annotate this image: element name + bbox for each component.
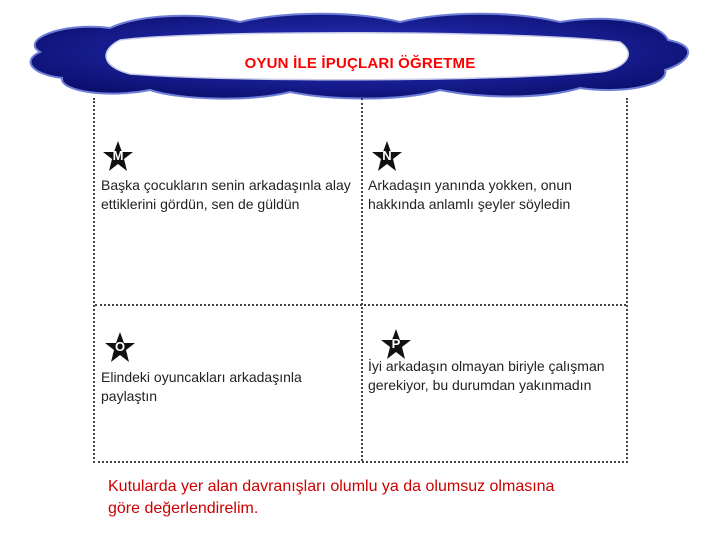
star-badge-p bbox=[380, 328, 412, 360]
grid-divider-horizontal bbox=[95, 304, 626, 306]
badge-letter: O bbox=[114, 339, 126, 354]
badge-letter: M bbox=[112, 148, 124, 163]
grid-divider-vertical bbox=[361, 98, 363, 461]
badge-letter: P bbox=[391, 336, 401, 351]
star-badge-o bbox=[104, 331, 136, 363]
badge-letter: N bbox=[382, 148, 392, 163]
instruction-text: Kutularda yer alan davranışları olumlu ya da olumsuz olmasına göre değerlendirelim. bbox=[108, 478, 555, 517]
card-o-text: Elindeki oyuncakları arkadaşınla paylaştın bbox=[101, 369, 302, 404]
card-m-text: Başka çocukların senin arkadaşınla alay ettiklerini gördün, sen de güldün bbox=[101, 177, 351, 212]
card-n-text: Arkadaşın yanında yokken, onun hakkında anlamlı şeyler söyledin bbox=[368, 177, 572, 212]
page-title: OYUN İLE İPUÇLARI ÖĞRETME bbox=[244, 55, 476, 72]
star-badge-n bbox=[371, 140, 403, 172]
star-badge-m bbox=[102, 140, 134, 172]
card-grid bbox=[93, 98, 628, 463]
card-p-text: İyi arkadaşın olmayan biriyle çalışman gerekiyor, bu durumdan yakınmadın bbox=[368, 358, 605, 393]
